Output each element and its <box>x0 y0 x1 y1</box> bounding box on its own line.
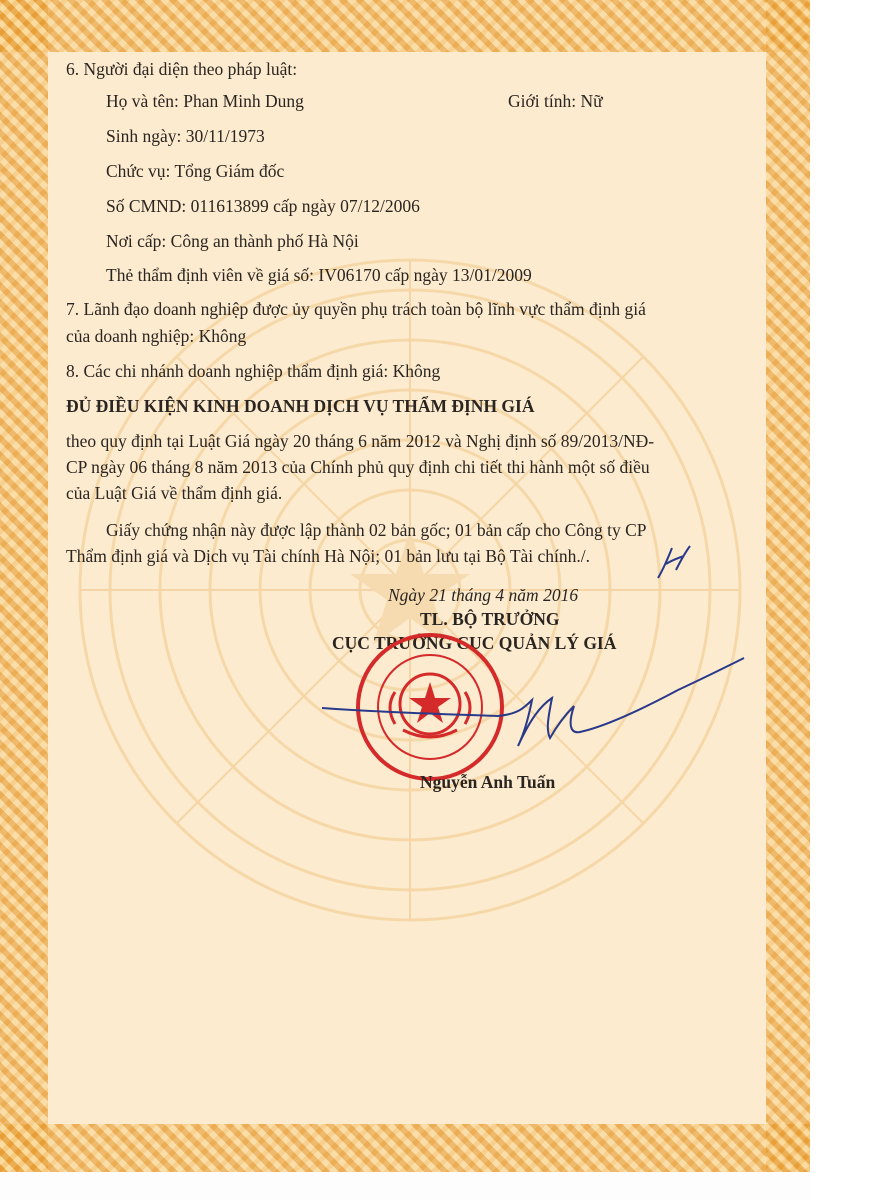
representative-name: Họ và tên: Phan Minh Dung <box>106 91 304 111</box>
signer-name: Nguyễn Anh Tuấn <box>420 772 556 792</box>
representative-gender: Giới tính: Nữ <box>508 91 603 111</box>
signer-title-2: CỤC TRƯỞNG CỤC QUẢN LÝ GIÁ <box>332 633 617 653</box>
initials-mark <box>650 540 696 586</box>
representative-position: Chức vụ: Tổng Giám đốc <box>106 161 285 181</box>
signer-title-1: TL. BỘ TRƯỞNG <box>420 609 560 629</box>
handwritten-signature <box>318 650 748 760</box>
representative-id-card: Số CMND: 011613899 cấp ngày 07/12/2006 <box>106 196 420 216</box>
representative-issued-by: Nơi cấp: Công an thành phố Hà Nội <box>106 231 359 251</box>
copies-line2: Thẩm định giá và Dịch vụ Tài chính Hà Nội; 01 bản lưu tại Bộ Tài chính./. <box>66 546 591 566</box>
representative-dob: Sinh ngày: 30/11/1973 <box>106 126 265 146</box>
decorative-border-top <box>0 0 810 52</box>
representative-appraiser-card: Thẻ thẩm định viên về giá số: IV06170 cấp ngày 13/01/2009 <box>106 265 532 285</box>
item8-line: 8. Các chi nhánh doanh nghiệp thẩm định giá: Không <box>66 361 441 381</box>
legal-basis-line2: CP ngày 06 tháng 8 năm 2013 của Chính phủ quy định chi tiết thi hành một số điều <box>66 457 650 477</box>
legal-basis-line1: theo quy định tại Luật Giá ngày 20 tháng 6 năm 2012 và Nghị định số 89/2013/NĐ- <box>66 431 655 451</box>
signing-date: Ngày 21 tháng 4 năm 2016 <box>388 585 579 605</box>
copies-line1: Giấy chứng nhận này được lập thành 02 bản gốc; 01 bản cấp cho Công ty CP <box>106 520 647 540</box>
decorative-border-right <box>766 0 810 1172</box>
decorative-border-bottom <box>0 1124 810 1172</box>
decorative-border-left <box>0 0 48 1172</box>
eligibility-title: ĐỦ ĐIỀU KIỆN KINH DOANH DỊCH VỤ THẨM ĐỊNH GIÁ <box>66 396 535 416</box>
scan-margin-right <box>810 0 874 1200</box>
item7-line1: 7. Lãnh đạo doanh nghiệp được ủy quyền phụ trách toàn bộ lĩnh vực thẩm định giá <box>66 299 646 319</box>
item7-line2: của doanh nghiệp: Không <box>66 326 247 346</box>
representative-heading: 6. Người đại diện theo pháp luật: <box>66 59 298 79</box>
legal-basis-line3: của Luật Giá về thẩm định giá. <box>66 483 283 503</box>
